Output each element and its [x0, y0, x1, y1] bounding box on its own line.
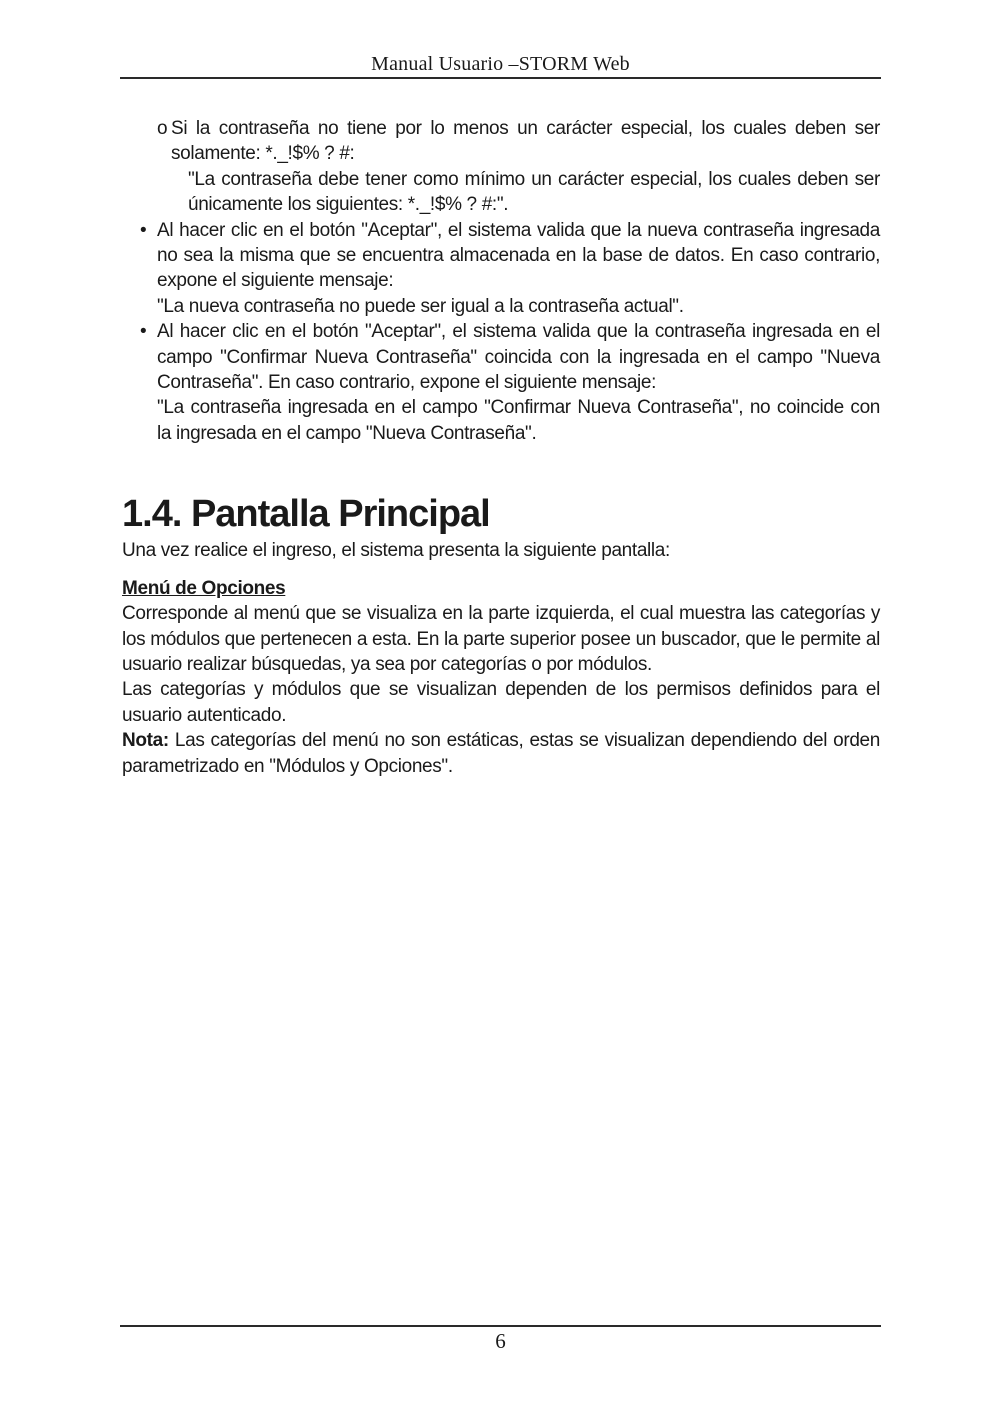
message-quote-same-password: "La nueva contraseña no puede ser igual a la contraseña actual".: [157, 295, 684, 317]
page-header: [120, 0, 881, 79]
nota-paragraph: [122, 728, 880, 779]
header-title: Manual Usuario –STORM Web: [371, 53, 630, 75]
sub-list-item-special-char-rule: [122, 116, 880, 167]
list-item-text: Al hacer clic en el botón "Aceptar", el sistema valida que la nueva contraseña ingresada no sea la misma que se encuentra almacenada en la base de datos. En caso contrario, expone el siguiente mensaje:: [157, 219, 880, 292]
sub-bullet-marker: o: [157, 118, 168, 139]
list-item-validate-same-password: [122, 218, 880, 294]
page-number: 6: [495, 1329, 506, 1353]
sub-list-item-text: Si la contraseña no tiene por lo menos un carácter especial, los cuales deben ser solamente: *._!$% ? #:: [171, 118, 880, 165]
bullet-marker: •: [140, 321, 147, 343]
page-footer: [120, 1325, 881, 1353]
page-body: [122, 116, 880, 779]
permissions-paragraph: Las categorías y módulos que se visualizan dependen de los permisos definidos para el usuario autenticado.: [122, 679, 880, 726]
subsection-heading-menu-opciones: Menú de Opciones: [122, 577, 286, 599]
list-item-text: Al hacer clic en el botón "Aceptar", el sistema valida que la contraseña ingresada en el campo "Confirmar Nueva Contraseña" coincida con la ingresada en el campo "Nueva Contraseña". En caso contrario, expone el siguiente mensaje:: [157, 321, 880, 394]
list-item-validate-confirm-password: [122, 319, 880, 395]
section-heading: 1.4. Pantalla Principal: [122, 493, 490, 536]
bullet-marker: •: [140, 219, 147, 241]
menu-description-paragraph: Corresponde al menú que se visualiza en la parte izquierda, el cual muestra las categorías y los módulos que pertenecen a esta. En la parte superior posee un buscador, que le permite al usuario realizar búsquedas, ya sea por categorías o por módulos.: [122, 603, 880, 675]
nota-text: Las categorías del menú no son estáticas, estas se visualizan dependiendo del orden parametrizado en "Módulos y Opciones".: [122, 730, 880, 777]
message-quote-special-char: "La contraseña debe tener como mínimo un carácter especial, los cuales deben ser únicamente los siguientes: *._!$% ? #:".: [188, 168, 880, 216]
intro-paragraph: Una vez realice el ingreso, el sistema presenta la siguiente pantalla:: [122, 540, 670, 562]
nota-label: Nota:: [122, 730, 169, 752]
message-quote-confirm-mismatch: "La contraseña ingresada en el campo "Confirmar Nueva Contraseña", no coincide con la ingresada en el campo "Nueva Contraseña".: [157, 397, 880, 444]
